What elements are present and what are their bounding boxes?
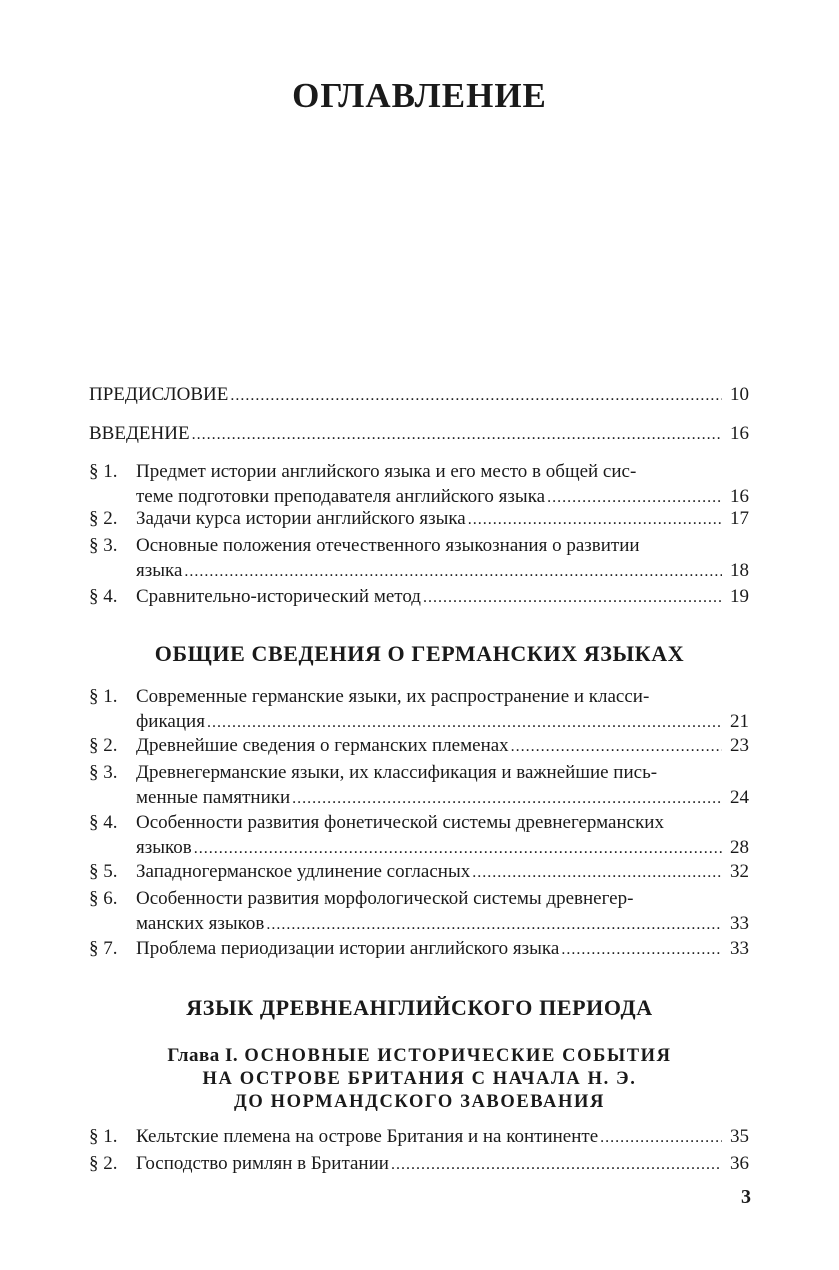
part-heading-germanic: ОБЩИЕ СВЕДЕНИЯ О ГЕРМАНСКИХ ЯЗЫКАХ (154, 641, 685, 666)
toc-entry[interactable] (89, 936, 749, 962)
section-number: § 5. (89, 861, 118, 882)
entry-title-line: Проблема периодизации истории английского языка (136, 938, 560, 959)
entry-page: 16 (730, 423, 749, 444)
entry-title-line: Задачи курса истории английского языка (136, 508, 466, 529)
chapter-title-line: НА ОСТРОВЕ БРИТАНИЯ С НАЧАЛА Н. Э. (202, 1069, 637, 1089)
entry-title-line: фикация (136, 711, 205, 732)
leader-dots (391, 1152, 722, 1177)
section-number: § 1. (89, 461, 118, 482)
section-number: § 2. (89, 735, 118, 756)
entry-title-line: Основные положения отечественного языкознания о развитии (136, 535, 640, 556)
toc-entry[interactable] (89, 760, 749, 811)
entry-title-line: Современные германские языки, их распространение и класси- (136, 686, 650, 707)
entry-title: ВВЕДЕНИЕ (89, 423, 190, 444)
entry-title-line: Предмет истории английского языка и его место в общей сис- (136, 461, 637, 482)
entry-page: 36 (730, 1153, 749, 1174)
leader-dots (266, 912, 722, 937)
section-number: § 3. (89, 535, 118, 556)
page-number: 3 (741, 1186, 751, 1208)
section-number: § 1. (89, 686, 118, 707)
entry-page: 33 (730, 913, 749, 934)
chapter-title-line: ДО НОРМАНДСКОГО ЗАВОЕВАНИЯ (234, 1092, 605, 1112)
section-number: § 6. (89, 888, 118, 909)
toc-entry[interactable] (89, 733, 749, 759)
entry-title-line: Западногерманское удлинение согласных (136, 861, 471, 882)
leader-dots (600, 1125, 722, 1150)
chapter-heading-line-1 (60, 1044, 779, 1068)
leader-dots (292, 786, 722, 811)
toc-entry-introduction[interactable] (89, 421, 749, 447)
entry-title-line: Господство римлян в Британии (136, 1153, 389, 1174)
entry-page: 32 (730, 861, 749, 882)
entry-page: 17 (730, 508, 749, 529)
entry-page: 19 (730, 586, 749, 607)
entry-title-line: Особенности развития фонетической системы древнегерманских (136, 812, 664, 833)
section-number: § 3. (89, 762, 118, 783)
entry-page: 10 (730, 384, 749, 405)
leader-dots (184, 559, 722, 584)
entry-title-line: Сравнительно-исторический метод (136, 586, 421, 607)
leader-dots (468, 507, 722, 532)
leader-dots (194, 836, 722, 861)
toc-entry-preface[interactable] (89, 382, 749, 408)
toc-entry[interactable] (89, 506, 749, 532)
entry-title-line: языка (136, 560, 183, 581)
toc-entry[interactable] (89, 859, 749, 885)
toc-entry[interactable] (89, 684, 749, 735)
toc-entry[interactable] (89, 1151, 749, 1177)
toc-entry[interactable] (89, 886, 749, 937)
entry-title-line: Древнейшие сведения о германских племенах (136, 735, 509, 756)
leader-dots (472, 860, 722, 885)
toc-entry[interactable] (89, 810, 749, 861)
toc-entry[interactable] (89, 584, 749, 610)
entry-title-line: языков (136, 837, 192, 858)
leader-dots (561, 937, 722, 962)
leader-dots (511, 734, 722, 759)
section-number: § 2. (89, 1153, 118, 1174)
section-number: § 4. (89, 586, 118, 607)
entry-page: 18 (730, 560, 749, 581)
chapter-title-line: ОСНОВНЫЕ ИСТОРИЧЕСКИЕ СОБЫТИЯ (244, 1046, 672, 1066)
entry-title: ПРЕДИСЛОВИЕ (89, 384, 229, 405)
page-title: ОГЛАВЛЕНИЕ (292, 76, 547, 115)
entry-page: 21 (730, 711, 749, 732)
chapter-heading (60, 1044, 779, 1114)
leader-dots (192, 422, 722, 447)
entry-page: 35 (730, 1126, 749, 1147)
entry-title-line: Кельтские племена на острове Британия и на континенте (136, 1126, 599, 1147)
entry-page: 33 (730, 938, 749, 959)
entry-page: 28 (730, 837, 749, 858)
part-heading-old-english: ЯЗЫК ДРЕВНЕАНГЛИЙСКОГО ПЕРИОДА (186, 995, 653, 1020)
entry-title-line: менные памятники (136, 787, 291, 808)
leader-dots (207, 710, 722, 735)
entry-page: 24 (730, 787, 749, 808)
toc-entry[interactable] (89, 459, 749, 510)
section-number: § 2. (89, 508, 118, 529)
entry-page: 16 (730, 486, 749, 507)
toc-entry[interactable] (89, 1124, 749, 1150)
entry-title-line: Особенности развития морфологической системы древнегер- (136, 888, 634, 909)
entry-title-line: манских языков (136, 913, 265, 934)
chapter-label: Глава I. (167, 1045, 239, 1066)
toc-entry[interactable] (89, 533, 749, 584)
entry-page: 23 (730, 735, 749, 756)
section-number: § 1. (89, 1126, 118, 1147)
section-number: § 7. (89, 938, 118, 959)
section-number: § 4. (89, 812, 118, 833)
leader-dots (230, 383, 722, 408)
entry-title-line: Древнегерманские языки, их классификация и важнейшие пись- (136, 762, 658, 783)
leader-dots (423, 585, 722, 610)
entry-title-line: теме подготовки преподавателя английского языка (136, 486, 546, 507)
